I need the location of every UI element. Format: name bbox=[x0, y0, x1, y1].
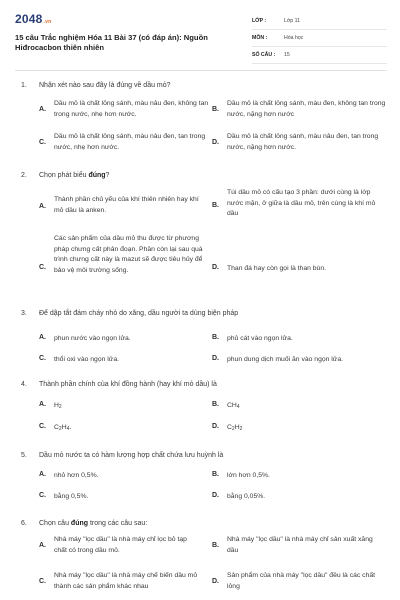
option-letter: C. bbox=[39, 264, 46, 271]
question-number: 3. bbox=[21, 310, 27, 317]
formula-subscript: 2 bbox=[58, 404, 62, 410]
formula-c2h2 bbox=[227, 423, 242, 434]
formula-part: CH bbox=[227, 402, 237, 409]
option-text: phun nước vào ngọn lửa. bbox=[54, 335, 131, 342]
formula-part: H bbox=[54, 402, 59, 409]
option-text: Than đá hay còn gọi là than bùn. bbox=[227, 265, 327, 272]
formula-subscript: 2 bbox=[231, 426, 235, 432]
question-text-post: ? bbox=[105, 172, 110, 179]
meta-value: 15 bbox=[284, 52, 290, 58]
option-text: lớn hơn 0,5%. bbox=[227, 472, 270, 479]
question-text-bold: đúng bbox=[70, 520, 89, 527]
option-letter: A. bbox=[39, 334, 46, 341]
option-text: Thành phần chủ yếu của khí thiên nhiên hay khí mỏ dầu là anken. bbox=[54, 196, 199, 214]
question-number: 5. bbox=[21, 452, 27, 459]
question-number: 2. bbox=[21, 172, 27, 179]
option-text: Sản phẩm của nhà máy "lọc dầu" đều là các chất lỏng bbox=[227, 572, 376, 590]
meta-value: Hóa học bbox=[284, 35, 304, 41]
option-text: thổi oxi vào ngọn lửa. bbox=[54, 356, 120, 363]
option-text: Các sản phẩm của dầu mỏ thu được từ phương pháp chưng cất phân đoạn. Phần còn lại sau quá trình chưng cất này là mazut sẽ được tiêu hủy để bảo vệ môi trường sống. bbox=[54, 235, 203, 274]
option-letter: D. bbox=[212, 423, 219, 430]
option-letter: B. bbox=[212, 334, 219, 341]
logo-sub: .vn bbox=[43, 19, 52, 25]
option-letter: B. bbox=[212, 401, 219, 408]
option-letter: C. bbox=[39, 139, 46, 146]
question-text-pre: Chọn câu bbox=[39, 520, 71, 527]
page-header bbox=[0, 0, 400, 68]
meta-row-grade bbox=[252, 13, 387, 30]
meta-value: Lớp 11 bbox=[284, 18, 300, 24]
option-letter: D. bbox=[212, 492, 219, 499]
option-text: phủ cát vào ngọn lửa. bbox=[227, 335, 293, 342]
question-number: 6. bbox=[21, 520, 27, 527]
question-text-post: trong các câu sau: bbox=[88, 520, 148, 527]
formula-part: C bbox=[227, 424, 232, 431]
option-letter: B. bbox=[212, 471, 219, 478]
option-letter: A. bbox=[39, 203, 46, 210]
formula-part: C bbox=[54, 424, 59, 431]
option-letter: B. bbox=[212, 542, 219, 549]
formula-part: H bbox=[61, 424, 67, 431]
option-text: nhỏ hơn 0,5%. bbox=[54, 472, 99, 479]
option-text: Dầu mỏ là chất lỏng sánh, màu đen, không tan trong nước, nặng hơn nước bbox=[227, 100, 386, 118]
question-number: 1. bbox=[21, 82, 27, 89]
page-title: 15 câu Trắc nghiệm Hóa 11 Bài 37 (có đáp án): Nguồn Hiđrocacbon thiên nhiên bbox=[15, 33, 208, 52]
question-text: Nhận xét nào sau đây là đúng về dầu mỏ? bbox=[39, 82, 171, 89]
option-text: Dầu mỏ là chất lỏng sánh, màu nâu đen, tan trong nước, nhẹ hơn nước. bbox=[54, 133, 206, 151]
formula-subscript: 4 bbox=[66, 426, 70, 432]
logo-main: 2048 bbox=[15, 12, 43, 26]
option-letter: D. bbox=[212, 355, 219, 362]
question-number: 4. bbox=[21, 381, 27, 388]
option-text: bằng 0,5%. bbox=[54, 493, 89, 500]
formula-subscript: 2 bbox=[239, 426, 243, 432]
option-letter: C. bbox=[39, 492, 46, 499]
formula-part: H bbox=[234, 424, 240, 431]
option-letter: C. bbox=[39, 578, 46, 585]
option-text: Nhà máy "lọc dầu" là nhà máy chế biến dầu mỏ thành các sản phẩm khác nhau bbox=[54, 572, 198, 590]
meta-info bbox=[252, 13, 387, 64]
meta-key: LỚP : bbox=[252, 18, 267, 24]
question-text: Để dập tắt đám cháy nhỏ do xăng, dầu người ta dùng biện pháp bbox=[39, 310, 239, 317]
meta-row-subject bbox=[252, 30, 387, 47]
option-letter: C. bbox=[39, 355, 46, 362]
question-text-pre: Chọn phát biểu bbox=[39, 172, 89, 179]
option-letter: A. bbox=[39, 542, 46, 549]
meta-key: SỐ CÂU : bbox=[252, 52, 276, 58]
meta-key: MÔN : bbox=[252, 35, 268, 41]
question-text bbox=[39, 520, 147, 527]
option-text: phun dung dịch muối ăn vào ngọn lửa. bbox=[227, 356, 344, 363]
meta-row-count bbox=[252, 47, 387, 64]
question-text: Dầu mỏ nước ta có hàm lượng hợp chất chứa lưu huỳnh là bbox=[39, 452, 224, 459]
option-letter: A. bbox=[39, 401, 46, 408]
option-text: Túi dầu mỏ có cấu tạo 3 phần: dưới cùng là lớp nước mặn, ở giữa là dầu mỏ, trên cùng là khí mỏ dầu bbox=[227, 189, 376, 217]
option-text: Dầu mỏ là chất lỏng sánh, màu nâu đen, không tan trong nước, nhẹ hơn nước. bbox=[54, 100, 209, 118]
option-letter: D. bbox=[212, 139, 219, 146]
option-letter: A. bbox=[39, 106, 46, 113]
question-text bbox=[39, 172, 109, 179]
option-letter: D. bbox=[212, 264, 219, 271]
formula-part: . bbox=[69, 424, 72, 431]
question-text: Thành phần chính của khí đồng hành (hay khí mỏ dầu) là bbox=[39, 381, 217, 388]
option-letter: B. bbox=[212, 106, 219, 113]
site-logo[interactable] bbox=[15, 12, 51, 26]
header-divider bbox=[15, 70, 387, 71]
formula-subscript: 2 bbox=[58, 426, 62, 432]
option-letter: C. bbox=[39, 423, 46, 430]
option-letter: D. bbox=[212, 578, 219, 585]
option-text: Nhà máy "lọc dầu" là nhà máy chỉ sản xuất xăng dầu bbox=[227, 536, 373, 554]
option-letter: A. bbox=[39, 471, 46, 478]
formula-subscript: 4 bbox=[236, 404, 240, 410]
option-letter: B. bbox=[212, 202, 219, 209]
option-text: Nhà máy "lọc dầu" là nhà máy chỉ lọc bỏ tạp chất có trong dầu mỏ. bbox=[54, 536, 187, 554]
formula-ch4 bbox=[227, 401, 240, 412]
question-text-bold: đúng bbox=[88, 172, 106, 179]
formula-h2 bbox=[54, 401, 62, 412]
option-text: Dầu mỏ là chất lỏng sánh, màu nâu đen, tan trong nước, nặng hơn nước. bbox=[227, 133, 379, 151]
option-text: bằng 0,05%. bbox=[227, 493, 266, 500]
formula-c2h4 bbox=[54, 423, 71, 434]
